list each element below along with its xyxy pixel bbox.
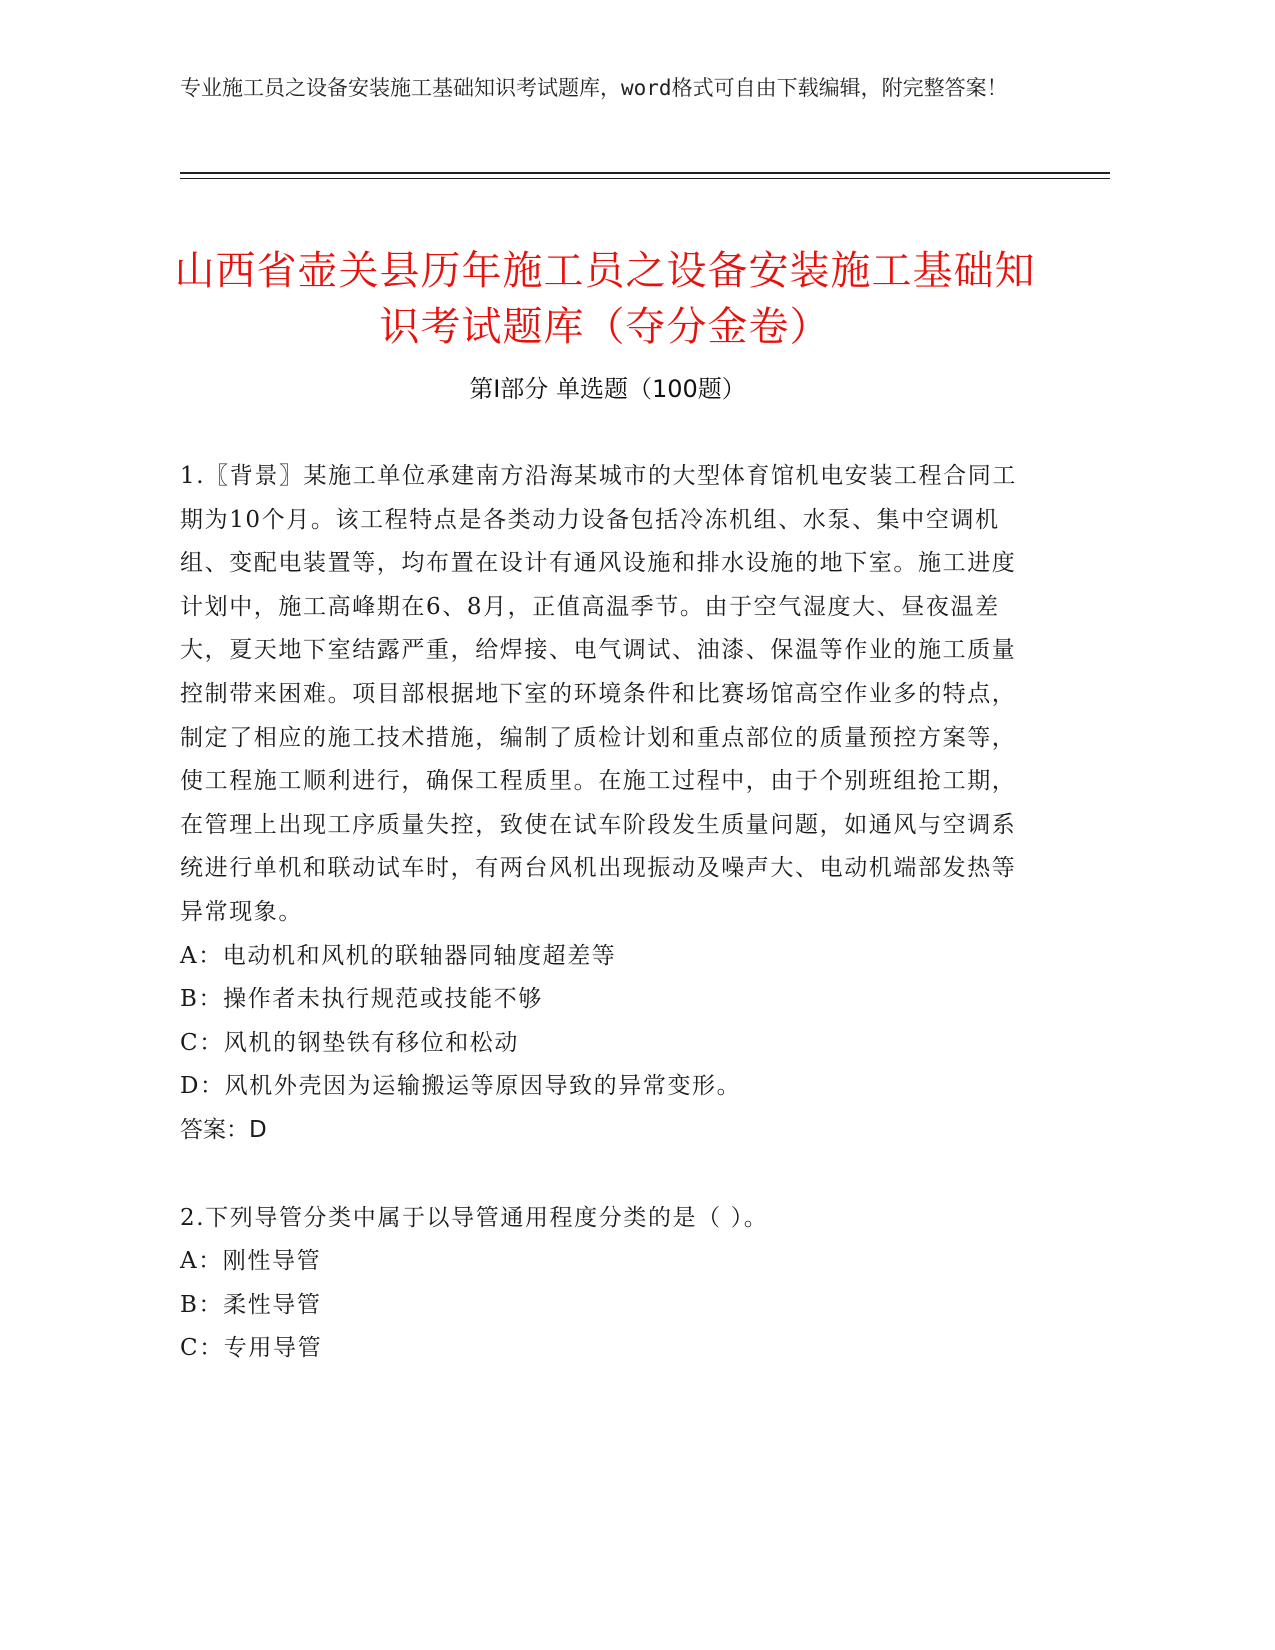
section-heading: 第Ⅰ部分 单选题（100题） — [469, 375, 746, 403]
option-a: A：电动机和风机的联轴器同轴度超差等 — [180, 942, 617, 969]
document-title: 山西省壶关县历年施工员之设备安装施工基础知识考试题库（夺分金卷） — [174, 247, 1036, 350]
header-note: 专业施工员之设备安装施工基础知识考试题库，word格式可自由下载编辑，附完整答案！ — [180, 76, 1008, 100]
header-rule-thin — [180, 178, 1110, 179]
option-a: A：刚性导管 — [180, 1248, 322, 1275]
question-list — [180, 455, 1040, 1371]
answer: 答案：D — [180, 1116, 267, 1143]
question-stem: 1.〖背景〗某施工单位承建南方沿海某城市的大型体育馆机电安装工程合同工期为10个月。该工程特点是各类动力设备包括冷冻机组、水泵、集中空调机组、变配电装置等，均布置在设计有通风设施和排水设施的地下室。施工进度计划中，施工高峰期在6、8月，正值高温季节。由于空气湿度大、昼夜温差大，夏天地下室结露严重，给焊接、电气调试、油漆、保温等作业的施工质量控制带来困难。项目部根据地下室的环境条件和比赛场馆高空作业多的特点，制定了相应的施工技术措施，编制了质检计划和重点部位的质量预控方案等，使工程施工顺利进行，确保工程质里。在施工过程中，由于个别班组抢工期，在管理上出现工序质量失控，致使在试车阶段发生质量问题，如通风与空调系统进行单机和联动试车时，有两台风机出现振动及噪声大、电动机端部发热等异常现象。 — [180, 463, 1017, 925]
question-stem: 2.下列导管分类中属于以导管通用程度分类的是（ ）。 — [180, 1204, 769, 1231]
option-c: C：专用导管 — [180, 1335, 323, 1362]
option-b: B：柔性导管 — [180, 1291, 322, 1318]
question-2 — [180, 1197, 1040, 1371]
option-b: B：操作者未执行规范或技能不够 — [180, 986, 543, 1013]
header-rule-thick — [180, 172, 1110, 174]
option-d: D：风机外壳因为运输搬运等原因导致的异常变形。 — [180, 1073, 742, 1100]
option-c: C：风机的钢垫铁有移位和松动 — [180, 1029, 519, 1056]
question-1 — [180, 455, 1040, 1153]
